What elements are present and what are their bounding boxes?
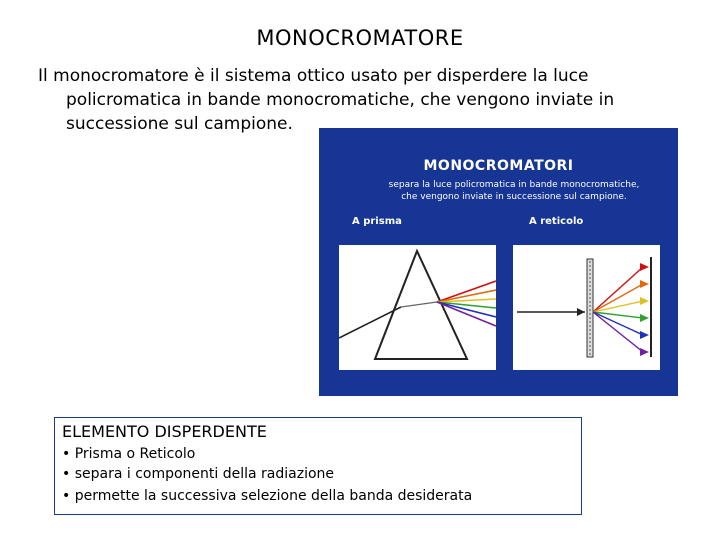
label-prism: A prisma <box>352 216 402 227</box>
grating-ray-arrow-1 <box>640 263 649 271</box>
grating-ray-arrow-4 <box>640 314 649 322</box>
label-grating: A reticolo <box>529 216 584 227</box>
box-item-3: • permette la successiva selezione della banda desiderata <box>62 488 473 504</box>
diffracted-rays <box>593 263 649 356</box>
grating-ray-3 <box>593 301 643 312</box>
figure-subtitle-line-2: che vengono inviate in successione sul campione. <box>401 192 627 202</box>
intro-paragraph <box>38 64 678 136</box>
box-item-2: • separa i componenti della radiazione <box>62 466 335 482</box>
box-item-1: • Prisma o Reticolo <box>62 446 196 462</box>
incident-arrowhead <box>577 308 585 316</box>
prism-panel <box>339 245 496 370</box>
incident-beam <box>339 307 401 338</box>
figure-subtitle <box>359 179 669 203</box>
intro-line-1: Il monocromatore è il sistema ottico usato per disperdere la luce <box>38 66 589 86</box>
intro-line-2: policromatica in bande monocromatiche, che vengono inviate in <box>66 90 615 110</box>
grating-ray-arrow-3 <box>640 297 649 305</box>
prism-diagram <box>339 245 496 370</box>
grating-ray-arrow-2 <box>640 280 649 288</box>
dispersed-rays <box>437 281 496 326</box>
grating-ray-1 <box>593 267 643 312</box>
page-title: MONOCROMATORE <box>256 26 464 50</box>
box-title: ELEMENTO DISPERDENTE <box>62 422 267 441</box>
grating-panel <box>513 245 660 370</box>
monochromator-figure <box>319 128 678 396</box>
figure-title: MONOCROMATORI <box>423 158 574 174</box>
grating-diagram <box>513 245 660 370</box>
grating-ray-2 <box>593 284 643 312</box>
grating-ray-arrow-6 <box>640 348 649 356</box>
grating-ray-arrow-5 <box>640 331 649 339</box>
prism-shape <box>375 251 467 359</box>
intro-line-3: successione sul campione. <box>66 114 293 134</box>
figure-subtitle-line-1: separa la luce policromatica in bande monocromatiche, <box>388 180 640 190</box>
dispersing-element-box <box>54 417 582 515</box>
internal-beam <box>401 302 437 307</box>
